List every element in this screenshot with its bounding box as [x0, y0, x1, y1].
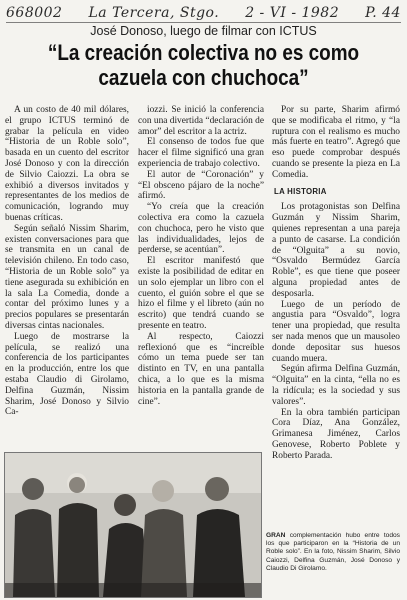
kicker: José Donoso, luego de filmar con ICTUS [90, 24, 317, 38]
paragraph: El consenso de todos fue que hacer el filme significó una gran experiencia de trabajo colectivo. [138, 137, 264, 169]
article-column-2 [138, 105, 264, 407]
paragraph: “Yo creía que la creación colectiva era como la cazuela con chuchoca, pero he visto que las individualidades, lejos de perderse, se acentúan”. [138, 202, 264, 256]
section-subhead: LA HISTORIA [274, 186, 327, 196]
paragraph: Luego de un período de angustia para “Osvaldo”, logra tener una propiedad, que resulta ser nada menos que un mausoleo donde depositar sus huesos cuando muera. [272, 299, 400, 364]
handwritten-underline [6, 22, 401, 23]
paragraph: En la obra también participan Cora Díaz, Ana González, Grimanesa Jiménez, Carlos Genovese, Roberto Poblete y Roberto Parada. [272, 407, 400, 461]
paragraph: Los protagonistas son Delfina Guzmán y Nissim Sharim, quienes representan a una pareja a punto de casarse. La condición de “Olguita” a su novio, “Osvaldo Bermúdez García Roble”, es que tiene que poseer alguna propiedad antes de desposarla. [272, 202, 400, 299]
caption-lead: GRAN [266, 532, 286, 539]
paragraph: Según señaló Nissim Sharim, existen conversaciones para que se transmita en un canal de televisión chileno. En todo caso, “Historia de un Roble solo” ya tiene asegurada su exhibición en la sala La Comedia, donde a contar del próximo lunes y a precios populares se presentarán diversas cintas nacionales. [5, 223, 129, 331]
paragraph: Luego de mostrarse la película, se realizó una conferencia de los participantes en la producción, entre los que estaba Claudio di Girolamo, Delfina Guzmán, Nissim Sharim, José Donoso y Silvio Ca- [5, 331, 129, 418]
caption-text: complementación hubo entre todos los que participaron en la “Historia de un Roble solo”. En la foto, Nissim Sharim, Silvio Caiozzi, Delfina Guzmán, José Donoso y Claudio Di Girolamo. [266, 532, 400, 572]
paragraph: iozzi. Se inició la conferencia con una divertida “declaración de amor” del escritor a la actriz. [138, 105, 264, 137]
group-photo [4, 452, 262, 598]
handwritten-archive-note [6, 2, 401, 24]
page-number: P. 44 [365, 5, 401, 21]
article-column-3 [272, 105, 400, 462]
photo-caption [266, 532, 400, 573]
photo-illustration [5, 453, 261, 597]
article-column-1 [5, 105, 129, 418]
paragraph: A un costo de 40 mil dólares, el grupo ICTUS terminó de grabar la película en video “Historia de un Roble solo”, basada en un cuento del escritor José Donoso y con la dirección de Silvio Caiozzi. La obra se exhibió a diversos invitados y representantes de los medios de comunicación, logrando muy buenas críticas. [5, 105, 129, 223]
paragraph: Por su parte, Sharim afirmó que se modificaba el ritmo, y “la ruptura con el realismo es mucho más fuerte en teatro”. Agregó que eso puede comprobar después cuando se presente la pieza en La Comedia. [272, 105, 400, 180]
paragraph: Según afirma Delfina Guzmán, “Olguita” en la cinta, “ella no es la ridícula; es la sociedad y sus valores”. [272, 364, 400, 407]
publication-date: 2 - VI - 1982 [245, 5, 340, 21]
archive-code: 668002 [6, 5, 63, 21]
paragraph: Al respecto, Caiozzi reflexionó que es “increíble cómo un tema puede ser tan distinto en TV, en una pantalla chica, a lo que es la misma historia en la pantalla grande de cine”. [138, 331, 264, 407]
paragraph: El autor de “Coronación” y “El obsceno pájaro de la noche” afirmó. [138, 169, 264, 202]
paragraph: El escritor manifestó que existe la posibilidad de editar en un solo ejemplar un libro con el cuento, el guión sobre el que se hizo el filme y el libreto (aún no escrito) que tendrá cuando se presente en teatro. [138, 256, 264, 331]
headline: “La creación colectiva no es como cazuela con chuchoca” [47, 40, 360, 90]
publication-name: La Tercera, Stgo. [88, 5, 220, 21]
